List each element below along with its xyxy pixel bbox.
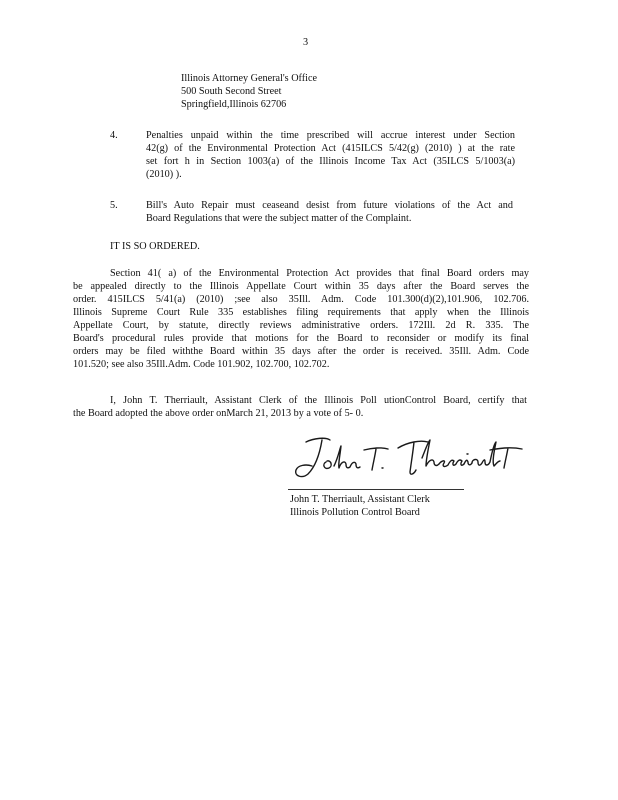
paragraph-line: be appealed directly to the Illinois Appellate Court within 35 days after the Board serves the (73, 281, 529, 292)
address-line: 500 South Second Street (181, 86, 282, 97)
item-paragraph (146, 129, 515, 181)
paragraph-line: Appellate Court, by statute, directly reviews administrative orders. 172Ill. 2d R. 335. The (73, 320, 529, 331)
signer-block (290, 493, 430, 519)
address-line: Springfield,Illinois 62706 (181, 99, 287, 110)
paragraph-line: (2010) ). (146, 169, 182, 180)
page-number: 3 (303, 37, 309, 48)
certification-paragraph (73, 394, 527, 420)
appeal-paragraph (73, 267, 529, 371)
paragraph-line: Illinois Supreme Court Rule 335 establishes filing requirements that apply when the Illinois (73, 307, 529, 318)
paragraph-line: orders may be filed withthe Board within 35 days after the order is received. 35Ill. Adm. Code (73, 346, 529, 357)
handwritten-signature (286, 428, 526, 486)
address-line: Illinois Attorney General's Office (181, 73, 318, 84)
paragraph-line: set fort h in Section 1003(a) of the Illinois Income Tax Act (35ILCS 5/1003(a) (146, 156, 515, 167)
paragraph-line: Board Regulations that were the subject matter of the Complaint. (146, 213, 412, 224)
item-number: 5. (110, 200, 118, 211)
paragraph-line: the Board adopted the above order onMarch 21, 2013 by a vote of 5- 0. (73, 408, 364, 419)
paragraph-line: I, John T. Therriault, Assistant Clerk of the Illinois Poll utionControl Board, certify that (110, 395, 527, 406)
item-paragraph (146, 199, 513, 225)
paragraph-line: 42(g) of the Environmental Protection Act (415ILCS 5/42(g) (2010) ) at the rate (146, 143, 515, 154)
signer-organization: Illinois Pollution Control Board (290, 507, 420, 518)
paragraph-line: order. 415ILCS 5/41(a) (2010) ;see also 35Ill. Adm. Code 101.300(d)(2),101.906, 102.706. (73, 294, 529, 305)
paragraph-line: Board's procedural rules provide that motions for the Board to reconsider or modify its final (73, 333, 529, 344)
order-statement: IT IS SO ORDERED. (110, 241, 200, 252)
item-number: 4. (110, 130, 118, 141)
paragraph-line: 101.520; see also 35Ill.Adm. Code 101.902, 102.700, 102.702. (73, 359, 330, 370)
signature-line (288, 489, 464, 490)
address-block (181, 72, 317, 111)
paragraph-line: Section 41( a) of the Environmental Protection Act provides that final Board orders may (110, 268, 529, 279)
paragraph-line: Penalties unpaid within the time prescribed will accrue interest under Section (146, 130, 515, 141)
paragraph-line: Bill's Auto Repair must ceaseand desist from future violations of the Act and (146, 200, 513, 211)
signer-name-title: John T. Therriault, Assistant Clerk (290, 494, 430, 505)
